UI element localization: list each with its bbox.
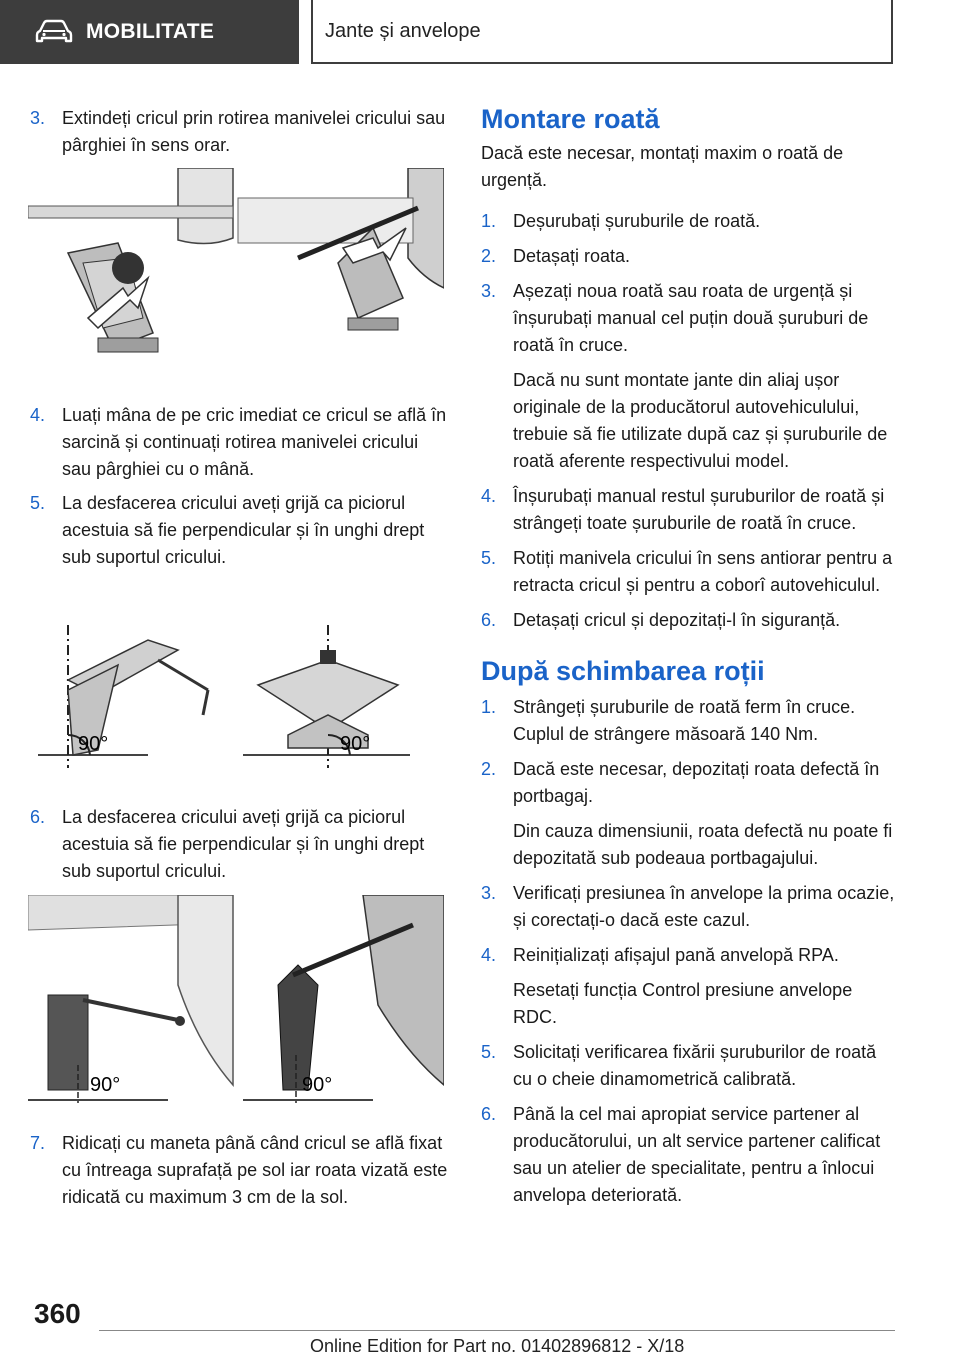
section-tab [0, 0, 299, 64]
chapter-tab [311, 0, 893, 64]
step-number: 3. [481, 281, 497, 301]
heading-mount-wheel: Montare roată [481, 104, 660, 134]
mount-section [481, 102, 897, 1209]
angle-label-left: 90° [90, 1074, 121, 1096]
step-text: Solicitați verificarea fixării șuruburilor de roată cu o cheie dinamometrică calibrată. [513, 1042, 877, 1089]
step-number: 2. [481, 246, 497, 266]
step-text: La desfacerea cricului aveți grijă ca piciorul acestuia să fie perpendicular și în unghi drept sub suportul cricului. [62, 807, 425, 881]
footer-divider [99, 1330, 895, 1331]
jack-extend-figure [28, 168, 444, 368]
step-7 [30, 1130, 450, 1211]
edition-text: Online Edition for Part no. 01402896812 - X/18 [310, 1336, 685, 1356]
angle-label-right: 90° [340, 733, 371, 755]
mount-intro: Dacă este necesar, montați maxim o roată de urgență. [481, 143, 844, 190]
step-number: 1. [481, 211, 497, 231]
angle-label-right: 90° [302, 1074, 333, 1096]
heading-after-change: După schimbarea roții [481, 656, 765, 686]
step-text: Detașați cricul și depozitați-l în siguranță. [513, 610, 841, 630]
step-text: Rotiți manivela cricului în sens antiorar pentru a retracta cricul și pentru a coborî autovehiculul. [513, 548, 893, 595]
car-icon [34, 19, 74, 45]
step-text: La desfacerea cricului aveți grijă ca piciorul acestuia să fie perpendicular și în unghi drept sub suportul cricului. [62, 493, 425, 567]
step-text: Detașați roata. [513, 246, 631, 266]
step-text: Ridicați cu maneta până când cricul se află fixat cu întreaga suprafață pe sol iar roata vizată este ridicată cu maximum 3 cm de la sol. [62, 1133, 448, 1207]
step-3 [30, 105, 450, 159]
step-text: Reinițializați afișajul pană anvelopă RPA. [513, 945, 839, 965]
step-number: 4. [481, 945, 497, 965]
step-text: Deșurubați șuruburile de roată. [513, 211, 761, 231]
step-number: 3. [30, 108, 46, 128]
section-title: MOBILITATE [86, 20, 215, 43]
step-number: 2. [481, 759, 497, 779]
step-text: Verificați presiunea în anvelope la prima ocazie, și corectați-o dacă este cazul. [513, 883, 895, 930]
step-number: 5. [481, 1042, 497, 1062]
step-text: Dacă este necesar, depozitați roata defectă în portbagaj. [513, 759, 880, 806]
step-text: Înșurubați manual restul șuruburilor de roată și strângeți toate șuruburile de roată în cruce. [513, 486, 885, 533]
step-number: 5. [481, 548, 497, 568]
step-text: Până la cel mai apropiat service partener al producătorului, un alt service partener calificat sau un atelier de specialitate, pentru a înlocui anvelopa deteriorată. [513, 1104, 881, 1205]
jack-angle-figure [38, 620, 418, 770]
step-6 [30, 804, 450, 885]
steps-4-5 [30, 402, 450, 571]
step-number: 7. [30, 1133, 46, 1153]
step-text: Strângeți șuruburile de roată ferm în cruce. Cuplul de strângere măsoară 140 Nm. [513, 697, 856, 744]
jack-ground-figure [28, 895, 444, 1105]
page-number: 360 [34, 1298, 81, 1329]
step-text: Extindeți cricul prin rotirea manivelei cricului sau pârghiei în sens orar. [62, 108, 446, 155]
step-number: 1. [481, 697, 497, 717]
step-number: 6. [481, 610, 497, 630]
step-note: Din cauza dimensiunii, roata defectă nu poate fi depozitată sub podeaua portbagajului. [513, 821, 893, 868]
step-text: Luați mâna de pe cric imediat ce cricul se află în sarcină și continuați rotirea manivelei cricului sau pârghiei cu o mână. [62, 405, 447, 479]
step-number: 6. [481, 1104, 497, 1124]
step-number: 6. [30, 807, 46, 827]
step-note: Resetați funcția Control presiune anvelope RDC. [513, 980, 853, 1027]
chapter-title: Jante și anvelope [325, 19, 481, 42]
step-number: 3. [481, 883, 497, 903]
step-number: 4. [30, 405, 46, 425]
step-text: Așezați noua roată sau roata de urgență și înșurubați manual cel puțin două șuruburi de roată în cruce. [513, 281, 869, 355]
step-note: Dacă nu sunt montate jante din aliaj ușor originale de la producătorul autovehiculului, trebuie să fie utilizate după caz și șuruburile de roată aferente respectivului model. [513, 370, 888, 471]
step-number: 4. [481, 486, 497, 506]
angle-label-left: 90° [78, 733, 109, 755]
step-number: 5. [30, 493, 46, 513]
